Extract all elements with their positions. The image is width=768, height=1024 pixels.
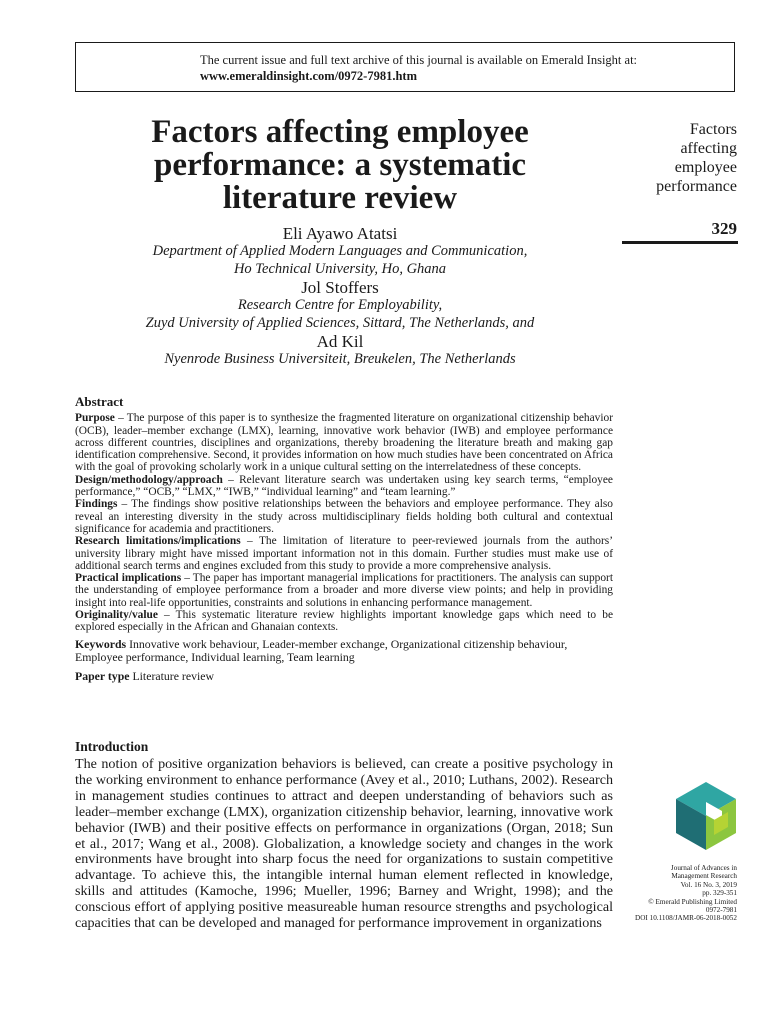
- author-block: [100, 224, 580, 369]
- running-head-line: employee: [674, 159, 737, 176]
- introduction-section: [75, 739, 613, 932]
- title-line: performance: a systematic: [153, 147, 527, 183]
- journal-info-line: 0972-7981: [705, 906, 737, 915]
- journal-availability-box: [75, 42, 735, 92]
- introduction-heading: Introduction: [75, 739, 149, 754]
- section-label: Originality/value: [75, 609, 158, 622]
- keywords-text: Innovative work behaviour, Leader-member exchange, Organizational citizenship behaviour, Employee performance, Individual learning, Team learning: [75, 636, 568, 665]
- availability-text: The current issue and full text archive of this journal is available on Emerald Insight at:: [200, 53, 638, 67]
- journal-info-line: pp. 329-351: [702, 889, 737, 898]
- author-affiliation: Nyenrode Business Universiteit, Breukelen, The Netherlands: [164, 351, 516, 367]
- journal-info-line: DOI 10.1108/JAMR-06-2018-0052: [635, 914, 737, 923]
- abstract-findings: [75, 498, 613, 535]
- page-number: 329: [711, 219, 737, 238]
- author-name: Eli Ayawo Atatsi: [282, 224, 398, 243]
- author-affiliation: Department of Applied Modern Languages and Communication,: [152, 243, 528, 259]
- abstract-limitations: [75, 535, 613, 572]
- section-label: Practical implications: [75, 572, 182, 585]
- title-line: Factors affecting employee: [151, 114, 529, 150]
- paper-type-text: Literature review: [129, 668, 214, 683]
- running-head-line: performance: [656, 178, 737, 195]
- author-affiliation: Ho Technical University, Ho, Ghana: [233, 260, 447, 277]
- section-text: – This systematic literature review highlights important knowledge gaps which need to be explored especially in the African and Ghanaian contexts.: [75, 609, 613, 634]
- introduction-body: The notion of positive organization behaviors is believed, can create a positive psychology in the working environment to enhance performance (Avey et al., 2010; Luthans, 2002). Research in management studies continues to attract and deepen understanding of behaviors such as leader–member exchange (LMX), organization citizenship behavior, learning, innovative work behavior (IWB) and their positive effects on performance in organizations (Organ, 2018; Sun et al., 2017; Wang et al., 2008). Globalization, a knowledge society and changes in the work environments have brought into sharp focus the need for organizations to sustain competitive advantage. To achieve this, the intangible internal human element reflected in knowledge, skills and attitudes (Kamoche, 1996; Mueller, 1996; Barney and Wright, 1998); and the conscious effort of applying positive measureable human resource strengths and psychological capacities that can be developed and managed for performance improvement in organizations: [75, 756, 613, 932]
- section-text: – The limitation of literature to peer-reviewed journals from the authors’ university library might have missed important information not in this domain. Further studies must make use of additional search terms and engines excluded from this study to provide a more comprehensive analysis.: [75, 535, 613, 572]
- journal-info-line: Journal of Advances in: [670, 864, 737, 872]
- abstract-purpose: [75, 412, 613, 473]
- section-label: Design/methodology/approach: [75, 473, 223, 486]
- journal-info-line: Vol. 16 No. 3, 2019: [680, 880, 737, 889]
- section-label: Findings: [75, 498, 118, 511]
- journal-url-link[interactable]: www.emeraldinsight.com/0972-7981.htm: [200, 69, 417, 83]
- author-name: Jol Stoffers: [301, 278, 379, 297]
- abstract-practical: [75, 572, 613, 609]
- page-number-rule: [622, 241, 738, 244]
- running-head-line: Factors: [689, 121, 737, 138]
- section-text: – Relevant literature search was undertaken using key search terms, “employee performance,” “OCB,” “LMX,” “IWB,” “individual learning” and “team learning.”: [75, 473, 613, 499]
- author-affiliation: Zuyd University of Applied Sciences, Sittard, The Netherlands, and: [145, 314, 535, 331]
- paper-type-label: Paper type: [75, 668, 130, 683]
- author-affiliation: Research Centre for Employability,: [237, 297, 443, 313]
- section-text: – The purpose of this paper is to synthesize the fragmented literature on organizational citizenship behavior (OCB), leader–member exchange (LMX), learning, innovative work behavior (IWB) and employee performance across different countries, disciplines and organizations, thereby broadening the literature breath and making gap identification comprehensive. Second, it provides information on how much studies have been concentrated on Africa with the goal of provoking scholarly work in a unique cultural setting on the interrelatedness of these concepts.: [75, 412, 613, 474]
- section-label: Research limitations/implications: [75, 535, 241, 548]
- running-head-line: affecting: [680, 140, 737, 157]
- article-title: [100, 116, 580, 215]
- paper-type: [75, 670, 613, 682]
- keywords: [75, 638, 613, 665]
- keywords-label: Keywords: [75, 636, 127, 651]
- section-label: Purpose: [75, 412, 115, 425]
- abstract-design: [75, 474, 613, 499]
- running-head: [600, 120, 737, 196]
- section-text: – The paper has important managerial implications for practitioners. The analysis can support the understanding of employee performance from a broader and more diverse view points; and help in providing insight into real-life opportunities, constraints and solutions in enhancing performance management.: [75, 572, 613, 609]
- abstract: [75, 396, 613, 682]
- section-text: – The findings show positive relationships between the behaviors and employee performance. They also reveal an interesting diversity in the study across multidisciplinary fields holding both cultural and contextual significance for academia and practitioners.: [75, 498, 613, 535]
- abstract-heading: Abstract: [75, 394, 124, 409]
- emerald-logo-icon: [674, 780, 738, 852]
- author-name: Ad Kil: [316, 332, 364, 351]
- journal-info-line: © Emerald Publishing Limited: [648, 897, 737, 906]
- journal-info: [620, 864, 737, 923]
- title-line: literature review: [222, 180, 458, 216]
- abstract-originality: [75, 609, 613, 634]
- journal-info-line: Management Research: [671, 872, 737, 881]
